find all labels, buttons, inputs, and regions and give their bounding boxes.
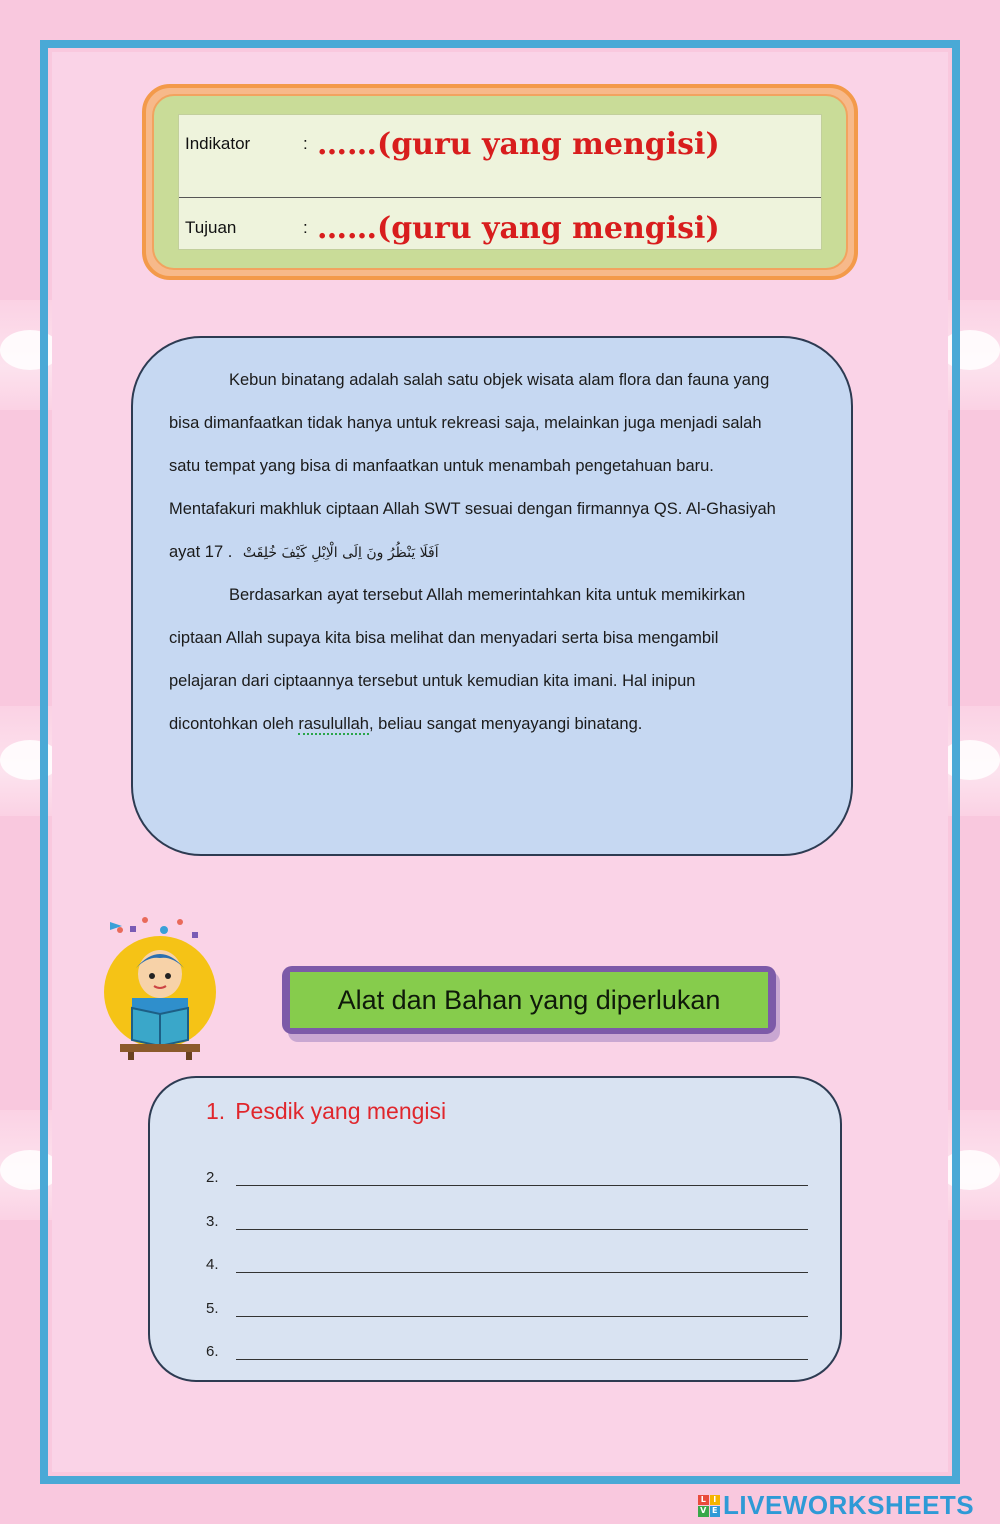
answer-line-6[interactable] xyxy=(206,1336,808,1360)
blank-line[interactable] xyxy=(236,1298,808,1317)
paragraph-line: Mentafakuri makhluk ciptaan Allah SWT sesuai dengan firmannya QS. Al-Ghasiyah xyxy=(169,500,776,518)
paragraph-line: Kebun binatang adalah salah satu objek wisata alam flora dan fauna yang xyxy=(229,371,770,389)
list-number: 4. xyxy=(206,1256,219,1273)
boy-reading-illustration xyxy=(100,912,222,1062)
logo-letter: V xyxy=(698,1506,709,1517)
tujuan-value: ……(guru yang mengisi) xyxy=(317,210,720,246)
logo-letter: L xyxy=(698,1495,709,1506)
list-number: 1. xyxy=(206,1098,226,1124)
blank-line[interactable] xyxy=(236,1167,808,1186)
indikator-row xyxy=(185,119,815,169)
liveworksheets-logo[interactable] xyxy=(698,1490,974,1521)
paragraph-line: satu tempat yang bisa di manfaatkan untuk menambah pengetahuan baru. xyxy=(169,457,714,475)
blank-line[interactable] xyxy=(236,1341,808,1360)
colon: : xyxy=(303,218,308,237)
paragraph-line: pelajaran dari ciptaannya tersebut untuk kemudian kita imani. Hal inipun xyxy=(169,672,696,690)
text-segment: , beliau sangat menyayangi binatang. xyxy=(368,715,643,733)
list-item-first xyxy=(206,1098,446,1125)
answer-line-4[interactable] xyxy=(206,1249,808,1273)
ayat-prefix: ayat 17 . xyxy=(169,543,233,561)
divider-line xyxy=(179,197,821,198)
ayat-line xyxy=(169,531,829,575)
text-segment: dicontohkan oleh xyxy=(169,715,299,733)
blank-line[interactable] xyxy=(236,1254,808,1273)
indikator-box xyxy=(142,84,858,280)
section-banner xyxy=(282,966,776,1034)
highlighted-word: rasulullah xyxy=(298,715,369,733)
paragraph-line xyxy=(169,703,829,746)
indikator-label: Indikator xyxy=(185,134,251,153)
answer-line-5[interactable] xyxy=(206,1293,808,1317)
logo-letter: I xyxy=(710,1495,721,1506)
answer-line-3[interactable] xyxy=(206,1206,808,1230)
tujuan-label: Tujuan xyxy=(185,218,237,237)
brand-name: LIVEWORKSHEETS xyxy=(723,1490,975,1520)
tujuan-row xyxy=(185,203,815,253)
indikator-box-border xyxy=(152,94,848,270)
reading-card xyxy=(131,336,853,856)
list-number: 6. xyxy=(206,1343,219,1360)
answer-line-2[interactable] xyxy=(206,1162,808,1186)
list-number: 5. xyxy=(206,1300,219,1317)
colon: : xyxy=(303,134,308,153)
logo-letter: E xyxy=(710,1506,721,1517)
ayat-arabic: اَفَلَا يَنْظُرُ ونَ اِلَى الْاِبْلِ كَيْفَ خُلِقَتْ xyxy=(242,545,439,561)
answer-list-card xyxy=(148,1076,842,1382)
blank-line[interactable] xyxy=(236,1211,808,1230)
list-item-text: Pesdik yang mengisi xyxy=(235,1098,447,1124)
indikator-panel xyxy=(178,114,822,250)
logo-icon xyxy=(698,1495,720,1517)
list-number: 3. xyxy=(206,1213,219,1230)
paragraph-line: ciptaan Allah supaya kita bisa melihat dan menyadari serta bisa mengambil xyxy=(169,629,719,647)
section-title: Alat dan Bahan yang diperlukan xyxy=(290,972,768,1028)
indikator-value: ……(guru yang mengisi) xyxy=(317,126,720,162)
paragraph-line: bisa dimanfaatkan tidak hanya untuk rekreasi saja, melainkan juga menjadi salah xyxy=(169,414,762,432)
paragraph-line: Berdasarkan ayat tersebut Allah memerintahkan kita untuk memikirkan xyxy=(229,586,746,604)
list-number: 2. xyxy=(206,1169,219,1186)
